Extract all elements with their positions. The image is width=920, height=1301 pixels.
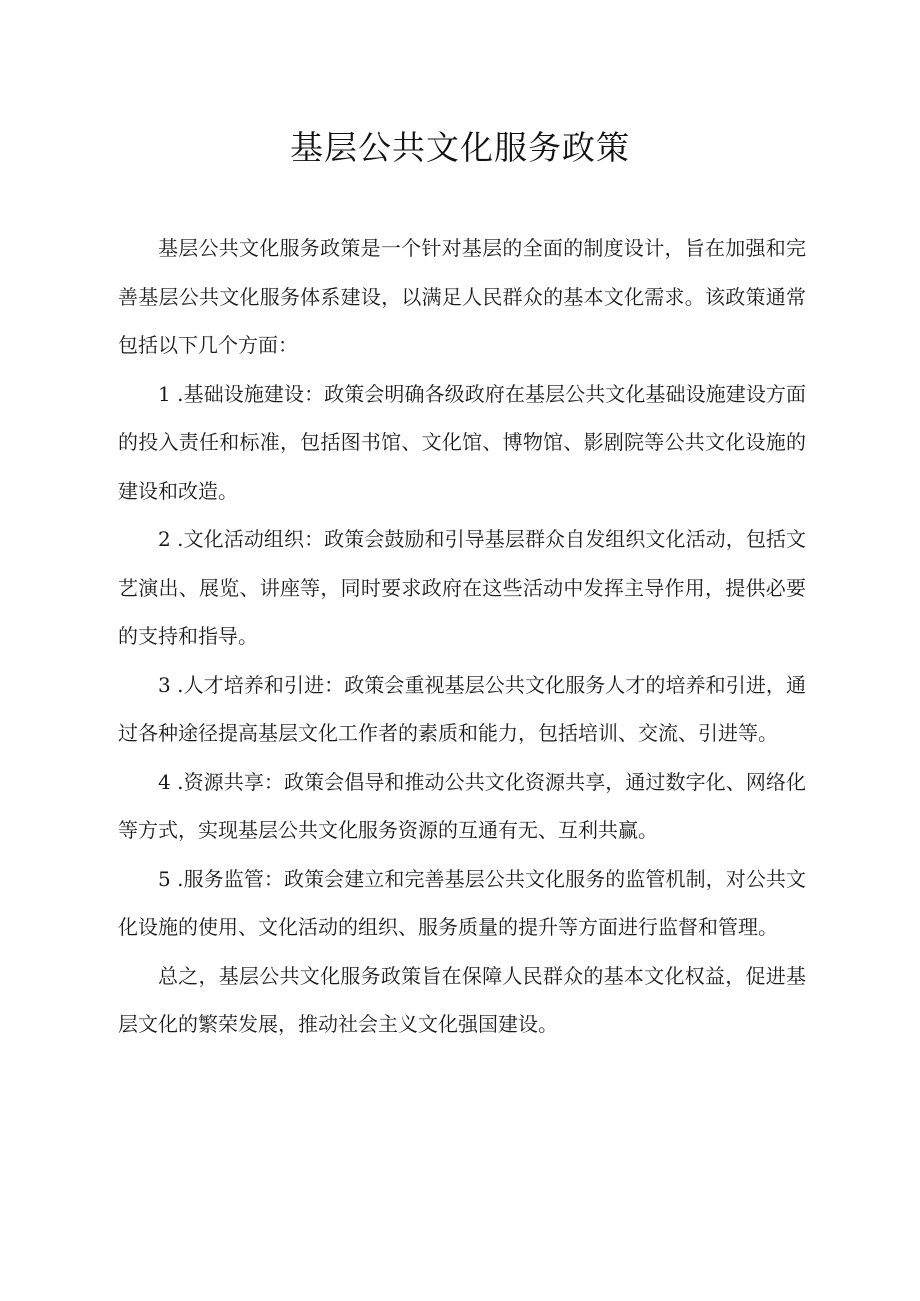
intro-paragraph: 基层公共文化服务政策是一个针对基层的全面的制度设计，旨在加强和完善基层公共文化服务体系建设，以满足人民群众的基本文化需求。该政策通常包括以下几个方面： xyxy=(118,236,806,357)
conclusion-paragraph: 总之，基层公共文化服务政策旨在保障人民群众的基本文化权益，促进基层文化的繁荣发展，推动社会主义文化强国建设。 xyxy=(118,963,806,1036)
item-infrastructure-paragraph: 1 .基础设施建设：政策会明确各级政府在基层公共文化基础设施建设方面的投入责任和标准，包括图书馆、文化馆、博物馆、影剧院等公共文化设施的建设和改造。 xyxy=(118,381,806,503)
item-talent-paragraph: 3 .人才培养和引进：政策会重视基层公共文化服务人才的培养和引进，通过各种途径提高基层文化工作者的素质和能力，包括培训、交流、引进等。 xyxy=(118,672,806,745)
document-title: 基层公共文化服务政策 xyxy=(290,128,630,167)
item-cultural-activities-paragraph: 2 .文化活动组织：政策会鼓励和引导基层群众自发组织文化活动，包括文艺演出、展览、讲座等，同时要求政府在这些活动中发挥主导作用，提供必要的支持和指导。 xyxy=(118,527,806,648)
item-supervision-paragraph: 5 .服务监管：政策会建立和完善基层公共文化服务的监管机制，对公共文化设施的使用、文化活动的组织、服务质量的提升等方面进行监督和管理。 xyxy=(118,866,806,939)
document-body xyxy=(118,224,806,1049)
item-resource-sharing-paragraph: 4 .资源共享：政策会倡导和推动公共文化资源共享，通过数字化、网络化等方式，实现基层公共文化服务资源的互通有无、互利共赢。 xyxy=(118,769,806,842)
